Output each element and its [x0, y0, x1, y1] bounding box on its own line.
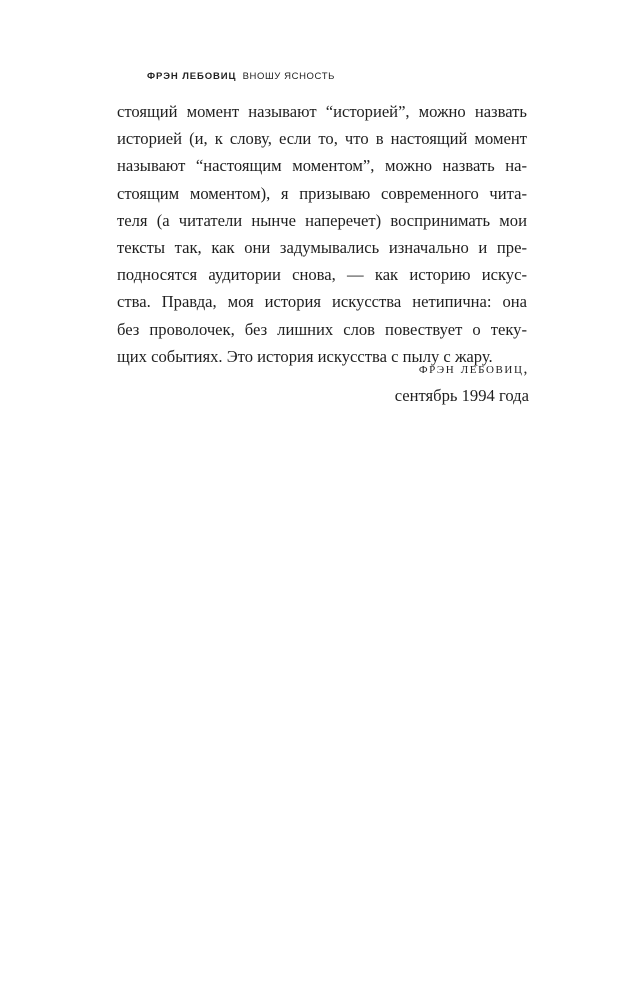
text-line: теля (а читатели нынче наперечет) воспринимать мои: [117, 210, 527, 230]
running-head-book-title: ВНОШУ ЯСНОСТЬ: [242, 71, 335, 82]
text-line: подносятся аудитории снова, — как историю искус-: [117, 265, 527, 285]
text-line: тексты так, как они задумывались изначально и пре-: [117, 238, 527, 258]
text-line: историей (и, к слову, если то, что в настоящий момент: [117, 129, 527, 149]
signature-author-name: фрэн лебовиц,: [418, 360, 529, 377]
text-line: ства. Правда, моя история искусства нетипична: она: [117, 292, 527, 312]
text-line: стоящим моментом), я призываю современного чита-: [117, 183, 527, 203]
text-line: стоящий момент называют “историей”, можно назвать: [117, 102, 527, 121]
running-head-author: ФРЭН ЛЕБОВИЦ: [147, 71, 237, 82]
text-line: щих событиях. Это история искусства с пылу с жару.: [117, 346, 493, 366]
running-head: [147, 71, 335, 82]
signature-block: [395, 355, 529, 409]
text-line: называют “настоящим моментом”, можно назвать на-: [117, 156, 527, 176]
body-paragraph: [117, 98, 527, 370]
text-line: без проволочек, без лишних слов повествует о теку-: [117, 319, 527, 339]
signature-date: сентябрь 1994 года: [394, 386, 529, 405]
